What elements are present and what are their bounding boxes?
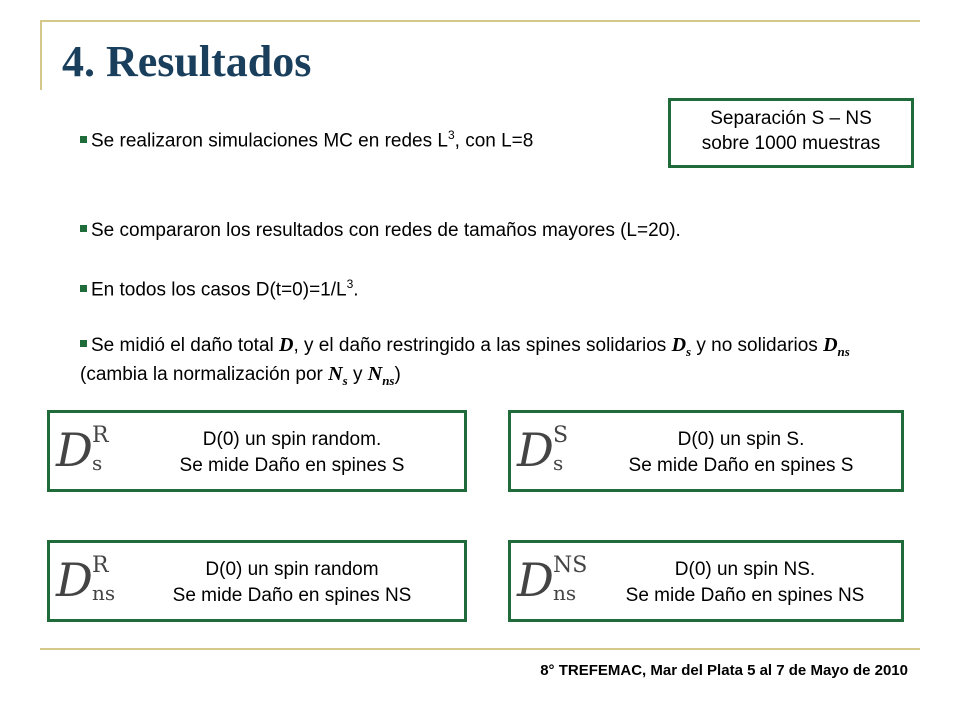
card-line-1: D(0) un spin NS.	[674, 559, 816, 580]
math-symbol-ds-s	[517, 423, 587, 479]
card-line-1: D(0) un spin random	[205, 559, 379, 580]
symbol-Ns-base: N	[328, 362, 343, 385]
card-text	[126, 427, 458, 478]
symbol-Nns-sub: ns	[382, 372, 395, 388]
bullet-4-part-6: )	[394, 363, 401, 385]
bullet-square-icon	[80, 340, 87, 347]
card-text	[595, 557, 895, 608]
math-sub: ns	[553, 581, 577, 605]
bullet-initial-damage	[80, 276, 359, 303]
bullet-4-part-4: (cambia la normalización por	[80, 363, 329, 385]
math-sup: NS	[553, 553, 588, 578]
separation-line-1: Separación S – NS	[710, 108, 872, 129]
math-base: D	[56, 553, 93, 607]
bullet-4-part-3: y no solidarios	[691, 335, 824, 356]
math-symbol-ds-r	[56, 423, 126, 479]
card-text	[587, 427, 895, 478]
symbol-Ds-sub: s	[686, 344, 692, 359]
symbol-Nns	[367, 362, 395, 388]
symbol-Ns	[328, 362, 348, 388]
card-line-2: Se mide Daño en spines S	[628, 454, 854, 476]
card-ds-s	[508, 410, 904, 492]
slide-title: 4. Resultados	[62, 37, 312, 86]
frame-bottom-line	[40, 648, 920, 650]
math-base: D	[517, 553, 554, 607]
bullet-damage-measure	[80, 332, 910, 389]
card-dns-ns	[508, 540, 904, 622]
bullet-square-icon	[80, 285, 87, 292]
bullet-simulations	[80, 127, 533, 154]
card-line-1: D(0) un spin S.	[677, 429, 805, 450]
bullet-3-tail: .	[353, 279, 359, 301]
card-line-2: Se mide Daño en spines S	[179, 454, 405, 476]
bullet-1-sup: 3	[447, 128, 455, 142]
card-line-2: Se mide Daño en spines NS	[172, 584, 412, 606]
math-sub: s	[553, 451, 564, 475]
separation-box	[668, 98, 914, 168]
bullet-1-tail: , con L=8	[454, 130, 534, 152]
math-sub: ns	[92, 581, 116, 605]
symbol-Ds-base: D	[671, 334, 687, 356]
math-symbol-dns-ns	[517, 553, 601, 609]
bullet-comparison	[80, 218, 681, 244]
bullet-4-part-1: Se midió el daño total	[91, 335, 280, 356]
bullet-square-icon	[80, 136, 87, 143]
math-sup: R	[92, 423, 109, 448]
separation-line-2: sobre 1000 muestras	[701, 132, 881, 154]
math-base: D	[517, 423, 554, 477]
frame-left-line	[40, 20, 42, 90]
symbol-Nns-base: N	[367, 362, 383, 385]
bullet-1-text: Se realizaron simulaciones MC en redes L	[91, 130, 448, 152]
bullet-3-sup: 3	[346, 277, 354, 291]
math-sub: s	[92, 451, 103, 475]
math-sup: R	[92, 553, 109, 578]
card-text	[126, 557, 458, 608]
symbol-Dns-base: D	[823, 334, 838, 356]
bullet-3-text: En todos los casos D(t=0)=1/L	[91, 279, 347, 301]
footer-conference: 8° TREFEMAC, Mar del Plata 5 al 7 de Mayo de 2010	[540, 662, 908, 679]
card-line-2: Se mide Daño en spines NS	[625, 584, 865, 606]
bullet-4-part-2: , y el daño restringido a las spines solidarios	[293, 335, 672, 356]
symbol-D: D	[279, 334, 294, 356]
bullet-2-text: Se compararon los resultados con redes de tamaños mayores (L=20).	[91, 220, 681, 241]
symbol-Ds	[671, 334, 692, 359]
bullet-4-part-5: y	[347, 363, 368, 385]
math-base: D	[56, 423, 93, 477]
math-symbol-dns-r	[56, 553, 126, 609]
symbol-Ns-sub: s	[342, 372, 348, 388]
bullet-square-icon	[80, 225, 87, 232]
frame-top-line	[40, 20, 920, 22]
card-dns-random	[47, 540, 467, 622]
symbol-Dns	[823, 334, 850, 359]
math-sup: S	[553, 423, 569, 448]
card-line-1: D(0) un spin random.	[202, 429, 382, 450]
symbol-Dns-sub: ns	[837, 344, 850, 359]
card-ds-random	[47, 410, 467, 492]
